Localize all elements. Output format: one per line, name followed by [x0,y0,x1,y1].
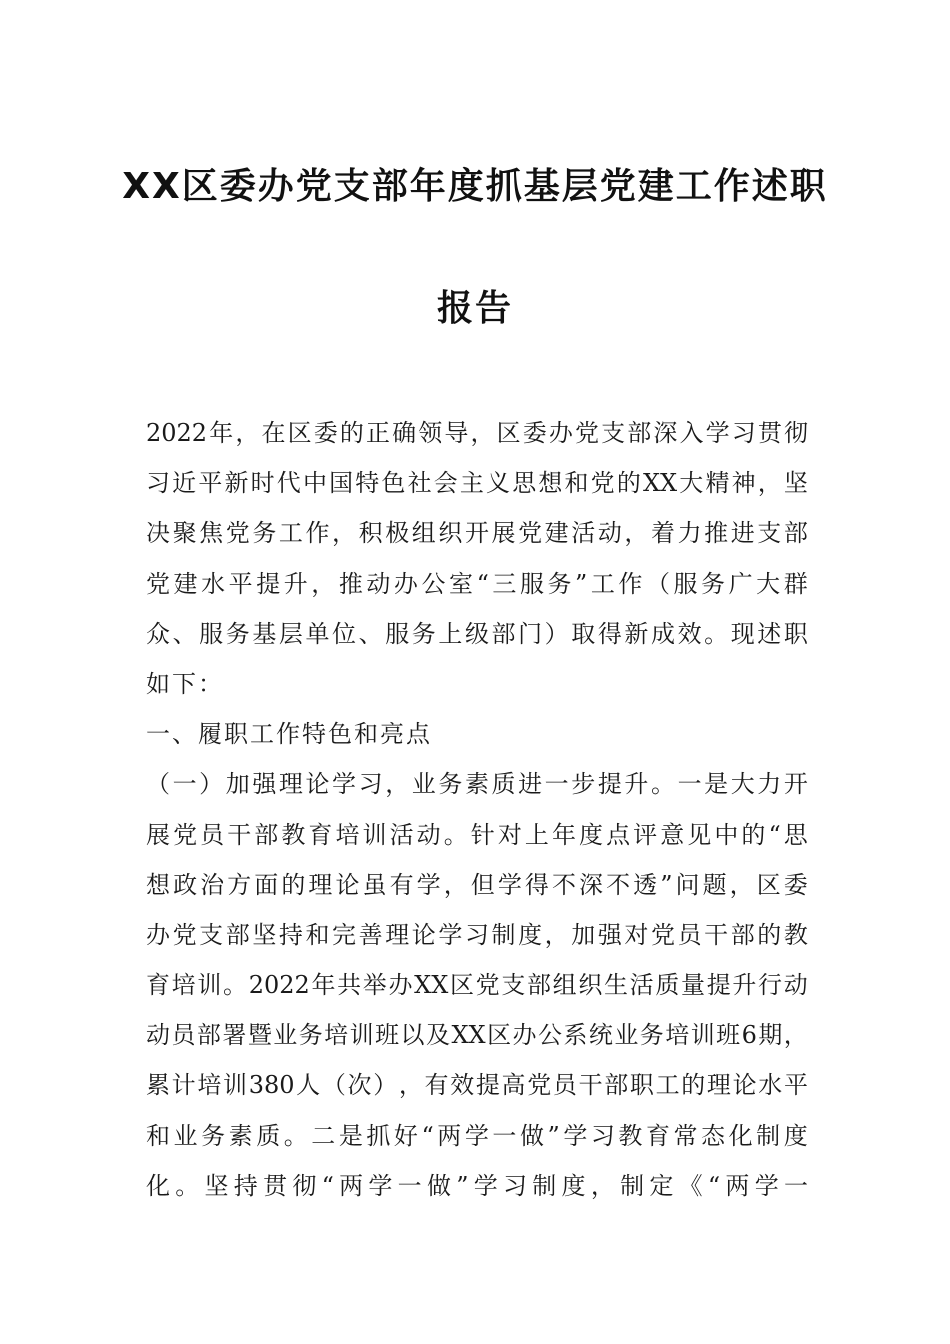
body-text-line: （ 一 ） 加 强 理 论 学 习 ， 业 务 素 质 进 一 步 提 升 。 一 是 大 力 开 [146,770,808,799]
body-text-line: 动 员 部 署 暨 业 务 培 训 班 以 及 XX 区 办 公 系 统 业 务 培 训 班 6 期 ， [146,1021,808,1050]
body-text-line: 和 业 务 素 质 。 二 是 抓 好 “ 两 学 一 做 ” 学 习 教 育 常 态 化 制 度 [146,1121,808,1150]
body-text-line: 想 政 治 方 面 的 理 论 虽 有 学 ， 但 学 得 不 深 不 透 ” 问 题 ， 区 委 [146,870,808,899]
body-text-line: 育 培 训 。 2022 年 共 举 办 XX 区 党 支 部 组 织 生 活 质 量 提 升 行 动 [146,971,808,1000]
document-title-line-1: XX区委办党支部年度抓基层党建工作述职 [122,166,828,207]
body-text-line: 化 。 坚 持 贯 彻 “ 两 学 一 做 ” 学 习 制 度 ， 制 定 《 “ 两 学 一 [146,1171,808,1200]
body-text-line: 如 下 ： [146,669,222,698]
body-text-line: 习 近 平 新 时 代 中 国 特 色 社 会 主 义 思 想 和 党 的 XX 大 精 神 ， 坚 [146,469,808,498]
body-text-line: 累 计 培 训 380 人 （ 次 ） ， 有 效 提 高 党 员 干 部 职 工 的 理 论 水 平 [146,1071,808,1100]
body-text-line: 众 、 服 务 基 层 单 位 、 服 务 上 级 部 门 ） 取 得 新 成 效 。 现 述 职 [146,619,808,648]
document-title-line-2: 报告 [436,288,513,329]
body-text-line: 2022 年 ， 在 区 委 的 正 确 领 导 ， 区 委 办 党 支 部 深 入 学 习 贯 彻 [146,419,808,447]
body-text-line: 决 聚 焦 党 务 工 作 ， 积 极 组 织 开 展 党 建 活 动 ， 着 力 推 进 支 部 [146,519,808,548]
body-text-line: 党 建 水 平 提 升 ， 推 动 办 公 室 “ 三 服 务 ” 工 作 （ 服 务 广 大 群 [146,569,808,598]
document-body [146,408,808,1211]
body-text-line: 展 党 员 干 部 教 育 培 训 活 动 。 针 对 上 年 度 点 评 意 见 中 的 “ 思 [146,820,808,849]
body-text-line: 办 党 支 部 坚 持 和 完 善 理 论 学 习 制 度 ， 加 强 对 党 员 干 部 的 教 [146,920,808,949]
body-text-line: 一 、 履 职 工 作 特 色 和 亮 点 [146,720,430,749]
